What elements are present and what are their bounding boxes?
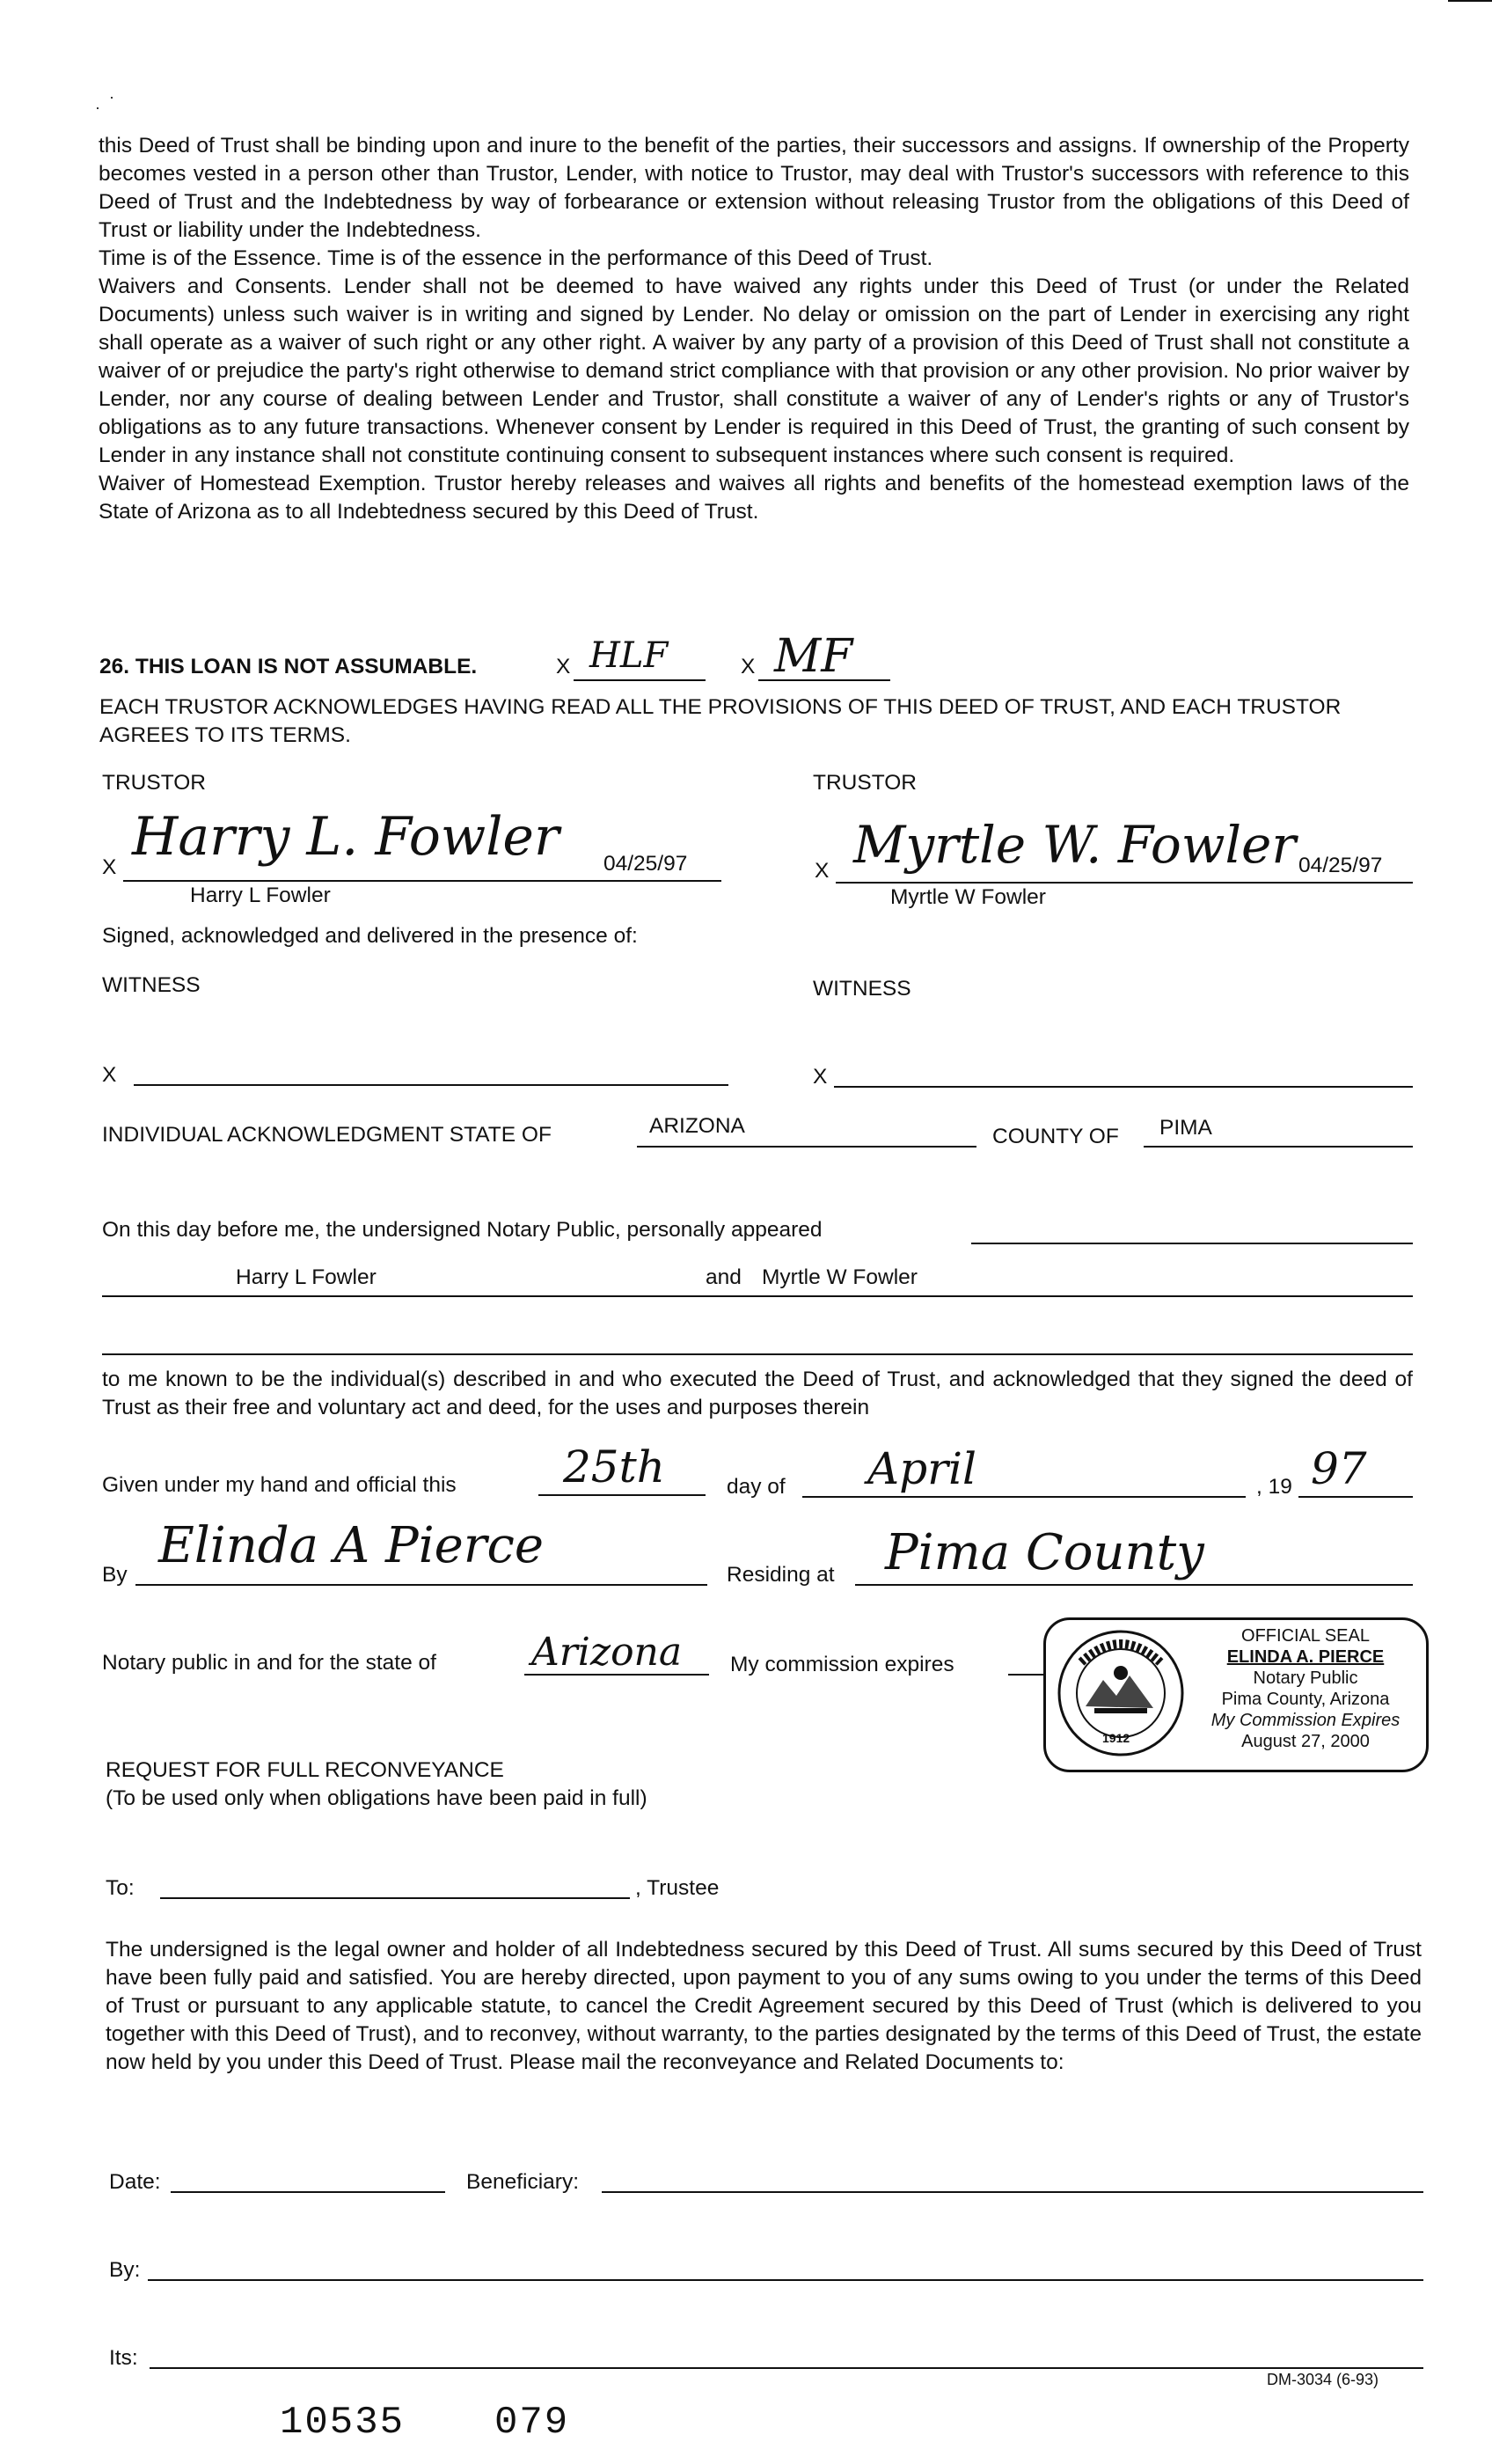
trustor-name-right: Myrtle W Fowler [890, 885, 1046, 909]
witness-line-right[interactable] [834, 1086, 1413, 1088]
given-year-line [1298, 1496, 1413, 1498]
residing-value: Pima County [885, 1524, 1204, 1581]
corner-dots: · [95, 99, 100, 116]
seal-text-block [1190, 1625, 1421, 1752]
seal-year: 1912 [1102, 1731, 1130, 1745]
given-day-line [538, 1494, 706, 1496]
trustor-x-right: X [815, 859, 830, 883]
trustor-date-right: 04/25/97 [1298, 854, 1383, 877]
seal-county: Pima County, Arizona [1221, 1690, 1390, 1709]
trustor-label-right: TRUSTOR [813, 771, 917, 795]
notary-state-label: Notary public in and for the state of [102, 1651, 436, 1675]
ack-appeared-text: On this day before me, the undersigned Notary Public, personally appeared [102, 1218, 823, 1242]
page-number: 079 [494, 2401, 570, 2445]
seal-expires-label: My Commission Expires [1210, 1711, 1401, 1730]
initial-x-2: X [741, 655, 756, 678]
ack-names-line-2 [102, 1353, 1413, 1355]
body-paragraphs [99, 132, 1409, 526]
to-label: To: [106, 1876, 135, 1900]
trustor-signature-line-left [123, 880, 721, 882]
homestead-paragraph: Waiver of Homestead Exemption. Trustor hereby releases and waives all rights and benefits of the homestead exemption laws of the State of Arizona as to all Indebtedness secured by this Deed of Trust. [99, 472, 1409, 524]
by-field-label: By: [109, 2258, 141, 2282]
trustor-signature-line-right [836, 882, 1413, 884]
ack-known-text: to me known to be the individual(s) described in and who executed the Deed of Trust, and acknowledged that they signed the deed of Trust as their free and voluntary act and deed, for the uses and purposes therein [102, 1368, 1413, 1419]
to-line[interactable] [160, 1897, 630, 1899]
beneficiary-label: Beneficiary: [466, 2170, 580, 2194]
corner-dots: · [109, 88, 114, 106]
trustor-name-left: Harry L Fowler [190, 884, 331, 907]
ack-state-label: INDIVIDUAL ACKNOWLEDGMENT STATE OF [102, 1123, 552, 1147]
day-of-label: day of [727, 1475, 786, 1499]
its-label: Its: [109, 2346, 138, 2370]
ack-person-2: Myrtle W Fowler [762, 1265, 918, 1289]
not-assumable-label: 26. THIS LOAN IS NOT ASSUMABLE. [99, 655, 478, 678]
given-year-value: 97 [1311, 1443, 1367, 1494]
trustor-signature-myrtle: Myrtle W. Fowler [853, 815, 1297, 875]
reconveyance-subtitle: (To be used only when obligations have been paid in full) [106, 1786, 647, 1810]
date-line[interactable] [171, 2191, 445, 2193]
witness-label-left: WITNESS [102, 973, 201, 997]
its-line[interactable] [150, 2367, 1423, 2369]
residing-label: Residing at [727, 1563, 835, 1587]
ack-state-line [637, 1146, 976, 1148]
reconveyance-title: REQUEST FOR FULL RECONVEYANCE [106, 1758, 504, 1782]
notary-state-value: Arizona [531, 1630, 683, 1675]
signed-presence-text: Signed, acknowledged and delivered in the presence of: [102, 924, 638, 948]
ack-and-label: and [706, 1265, 742, 1289]
given-label: Given under my hand and official this [102, 1473, 457, 1497]
time-essence-paragraph: Time is of the Essence. Time is of the essence in the performance of this Deed of Trust. [99, 246, 933, 270]
reconveyance-text: The undersigned is the legal owner and holder of all Indebtedness secured by this Deed of Trust. All sums secured by this Deed of Trust have been fully paid and satisfied. You are hereby directed, upon payment to you of any sums owing to you under the terms of this Deed of Trust or pursuant to any applicable statute, to cancel the Credit Agreement secured by this Deed of Trust (which is delivered to you together with this Deed of Trust), and to reconvey, without warranty, to the parties designated by the terms of this Deed of Trust, the estate now held by you under this Deed of Trust. Please mail the reconveyance and Related Documents to: [106, 1938, 1422, 2074]
trustor-label-left: TRUSTOR [102, 771, 206, 795]
seal-title: OFFICIAL SEAL [1241, 1626, 1370, 1646]
by-label: By [102, 1563, 128, 1587]
beneficiary-line[interactable] [602, 2191, 1423, 2193]
notary-signature: Elinda A Pierce [158, 1517, 545, 1574]
trustor-date-left: 04/25/97 [603, 852, 688, 876]
witness-x-left: X [102, 1063, 117, 1087]
by-line [135, 1584, 707, 1586]
witness-x-right: X [813, 1065, 828, 1089]
trustee-label: , Trustee [635, 1876, 720, 1900]
ack-state-value: ARIZONA [649, 1114, 745, 1138]
initials-myrtle: MF [774, 630, 853, 683]
date-label: Date: [109, 2170, 161, 2194]
witness-line-left[interactable] [134, 1084, 728, 1086]
ack-person-1: Harry L Fowler [236, 1265, 377, 1289]
witness-label-right: WITNESS [813, 977, 911, 1001]
ack-county-label: COUNTY OF [992, 1125, 1119, 1148]
given-day-value: 25th [563, 1441, 665, 1492]
commission-label: My commission expires [730, 1653, 954, 1676]
ack-county-value: PIMA [1159, 1116, 1212, 1140]
initial-x-1: X [556, 655, 571, 678]
document-number: 10535 [280, 2401, 406, 2445]
by-field-line[interactable] [148, 2279, 1423, 2281]
ack-appeared-line [971, 1243, 1413, 1244]
initials-harry: HLF [589, 635, 669, 676]
ack-county-line [1144, 1146, 1413, 1148]
given-month-value: April [867, 1443, 976, 1494]
residing-line [855, 1584, 1413, 1586]
top-mark [1448, 0, 1492, 2]
trustor-x-left: X [102, 855, 117, 879]
acknowledge-statement: EACH TRUSTOR ACKNOWLEDGES HAVING READ ALL THE PROVISIONS OF THIS DEED OF TRUST, AND EACH TRUSTOR AGREES TO ITS TERMS. [99, 695, 1342, 747]
initial-line-1 [574, 679, 706, 681]
seal-name: ELINDA A. PIERCE [1226, 1647, 1385, 1667]
seal-expires-date: August 27, 2000 [1241, 1732, 1370, 1751]
year-prefix: , 19 [1256, 1475, 1292, 1499]
given-month-line [802, 1496, 1246, 1498]
trustor-signature-harry: Harry L. Fowler [132, 806, 560, 868]
notary-seal-stamp [1043, 1617, 1429, 1772]
waivers-paragraph: Waivers and Consents. Lender shall not be deemed to have waived any rights under this Deed of Trust (or under the Related Documents) unless such waiver is in writing and signed by Lender. No delay or omission on the part of Lender in exercising any right shall operate as a waiver of such right or any other right. A waiver by any party of a provision of this Deed of Trust shall not constitute a waiver of or prejudice the party's right otherwise to demand strict compliance with that provision or any other provision. No prior waiver by Lender, nor any course of dealing between Lender and Trustor, shall constitute a waiver of any of Lender's rights or any of Trustor's obligations as to any future transactions. Whenever consent by Lender is required in this Deed of Trust, the granting of such consent by Lender in any instance shall not constitute continuing consent to subsequent instances where such consent is required. [99, 275, 1409, 467]
binding-paragraph: this Deed of Trust shall be binding upon and inure to the benefit of the parties, their successors and assigns. If ownership of the Property becomes vested in a person other than Trustor, Lender, with notice to Trustor, may deal with Trustor's successors with reference to this Deed of Trust and the Indebtedness by way of forbearance or extension without releasing Trustor from the obligations of this Deed of Trust or liability under the Indebtedness. [99, 134, 1409, 242]
ack-names-line [102, 1295, 1413, 1297]
seal-role: Notary Public [1253, 1668, 1358, 1688]
form-code: DM-3034 (6-93) [1267, 2371, 1379, 2388]
